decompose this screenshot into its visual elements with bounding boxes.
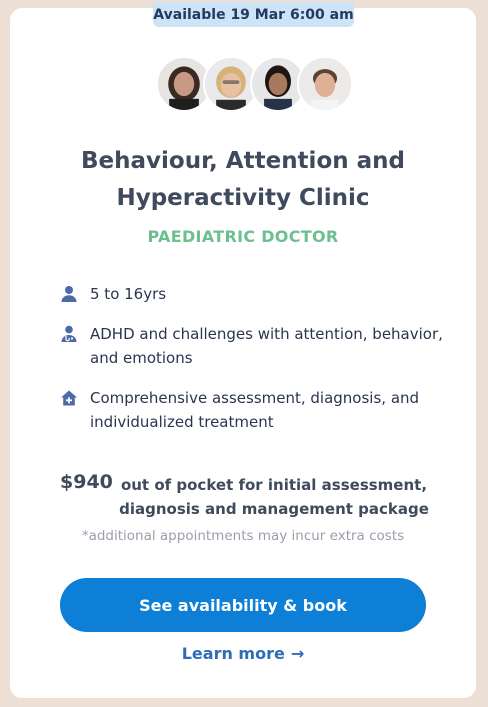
doctor-icon <box>60 325 78 343</box>
person-icon <box>60 285 78 303</box>
feature-list <box>60 282 450 434</box>
price-amount: $940 <box>60 471 113 493</box>
feature-treatment <box>60 386 450 434</box>
price-description: out of pocket for initial assessment, diagnosis and management package <box>119 476 429 518</box>
doctor-avatars <box>156 56 352 114</box>
feature-text: Comprehensive assessment, diagnosis, and individualized treatment <box>90 389 420 431</box>
doctor-avatar-4 <box>297 56 353 112</box>
clinic-subtitle: PAEDIATRIC DOCTOR <box>147 227 339 246</box>
arrow-right-icon: → <box>290 644 305 663</box>
availability-badge-text: Available 19 Mar 6:00 am <box>153 6 354 23</box>
availability-badge <box>153 2 354 27</box>
feature-text: 5 to 16yrs <box>90 285 167 303</box>
feature-age-range <box>60 282 450 306</box>
feature-conditions <box>60 322 450 370</box>
clinic-title-line-1: Behaviour, Attention and <box>81 148 405 174</box>
see-availability-book-button[interactable]: See availability & book <box>60 578 426 632</box>
home-plus-icon <box>60 389 78 407</box>
price-footnote: *additional appointments may incur extra costs <box>81 528 405 544</box>
feature-text: ADHD and challenges with attention, behavior, and emotions <box>90 325 443 367</box>
clinic-card <box>10 8 476 698</box>
clinic-title-line-2: Hyperactivity Clinic <box>116 185 370 211</box>
learn-more-link[interactable] <box>10 644 476 663</box>
clinic-title <box>10 143 476 217</box>
learn-more-label: Learn more <box>181 644 285 663</box>
